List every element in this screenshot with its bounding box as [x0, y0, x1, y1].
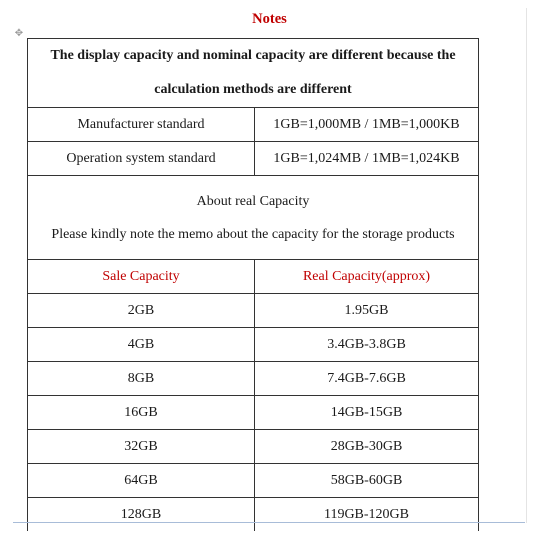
table-row — [28, 294, 479, 328]
standard-value: 1GB=1,000MB / 1MB=1,000KB — [255, 108, 479, 142]
column-header-row — [28, 260, 479, 294]
intro-line-2: calculation methods are different — [154, 82, 352, 97]
table-row — [28, 498, 479, 532]
page-bottom-rule — [13, 522, 525, 523]
table-row — [28, 464, 479, 498]
sale-capacity: 128GB — [28, 498, 255, 532]
about-memo: Please kindly note the memo about the capacity for the storage products — [51, 226, 455, 242]
table-row — [28, 362, 479, 396]
column-header-sale: Sale Capacity — [28, 260, 255, 294]
real-capacity: 28GB-30GB — [255, 430, 479, 464]
table-row — [28, 328, 479, 362]
real-capacity: 3.4GB-3.8GB — [255, 328, 479, 362]
sale-capacity: 4GB — [28, 328, 255, 362]
about-row — [28, 176, 479, 260]
real-capacity: 1.95GB — [255, 294, 479, 328]
column-header-real: Real Capacity(approx) — [255, 260, 479, 294]
standard-name: Operation system standard — [28, 142, 255, 176]
sale-capacity: 16GB — [28, 396, 255, 430]
standard-value: 1GB=1,024MB / 1MB=1,024KB — [255, 142, 479, 176]
standard-row — [28, 108, 479, 142]
standard-name: Manufacturer standard — [28, 108, 255, 142]
standard-row — [28, 142, 479, 176]
intro-line-1: The display capacity and nominal capacity are different because the — [50, 48, 456, 63]
real-capacity: 58GB-60GB — [255, 464, 479, 498]
real-capacity: 14GB-15GB — [255, 396, 479, 430]
capacity-notes-table — [27, 38, 479, 531]
sale-capacity: 32GB — [28, 430, 255, 464]
intro-row — [28, 39, 479, 108]
sale-capacity: 64GB — [28, 464, 255, 498]
about-heading: About real Capacity — [196, 193, 310, 209]
real-capacity: 119GB-120GB — [255, 498, 479, 532]
table-row — [28, 396, 479, 430]
page-right-rule — [526, 8, 527, 523]
real-capacity: 7.4GB-7.6GB — [255, 362, 479, 396]
move-handle-icon[interactable]: ✥ — [14, 28, 24, 39]
page-title: Notes — [252, 11, 287, 27]
sale-capacity: 8GB — [28, 362, 255, 396]
sale-capacity: 2GB — [28, 294, 255, 328]
table-row — [28, 430, 479, 464]
